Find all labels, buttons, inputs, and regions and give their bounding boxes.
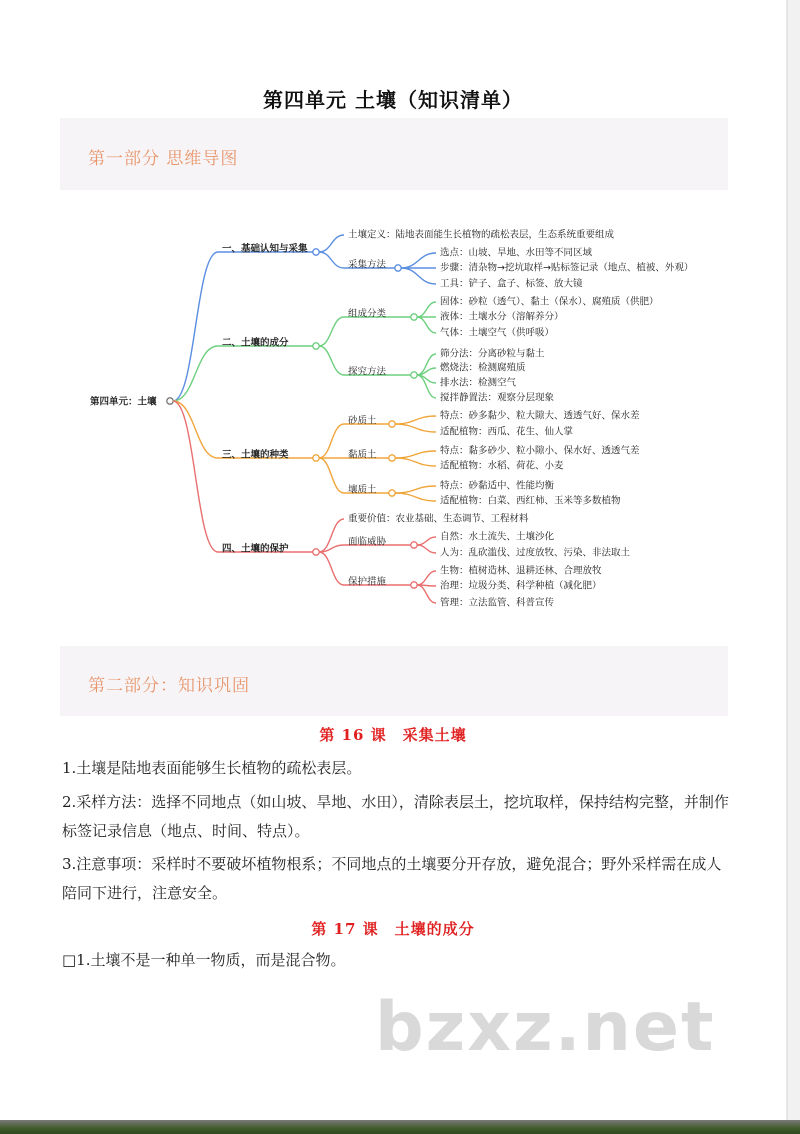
mindmap-link-b2-c2 — [319, 346, 344, 375]
mindmap-node-b2-c1-label: 组成分类 — [348, 308, 387, 320]
mindmap-leaf-b2-c1-l3: 气体：土壤空气（供呼吸） — [440, 327, 555, 339]
mindmap-leaf-b3-c3-l2: 适配植物：白菜、西红柿、玉米等多数植物 — [440, 495, 621, 507]
mindmap-leaf-b4-c3-l2: 治理：垃圾分类、科学种植（减化肥） — [440, 580, 602, 592]
mindmap-node-b4-c2 — [411, 542, 417, 548]
mindmap-branch-3-label: 三、土壤的种类 — [222, 449, 289, 461]
mindmap-link-b2-c1-l3 — [417, 317, 436, 333]
mindmap-link-b3-c2-l2 — [395, 458, 436, 466]
mindmap-root-node — [167, 398, 173, 404]
mindmap-link-b4-c3-l1 — [417, 571, 436, 585]
mindmap-leaf-b2-c2-l2: 燃烧法：检测腐殖质 — [440, 362, 526, 374]
mindmap-link-b4-c2-l2 — [417, 545, 436, 553]
mindmap-branch-1-node — [313, 249, 319, 255]
mindmap-node-b1-c2-label: 采集方法 — [348, 259, 387, 271]
mindmap-leaf-b2-c1-l2: 液体：土壤水分（溶解养分） — [440, 311, 564, 323]
lesson17-point-1: □1.土壤不是一种单一物质，而是混合物。 — [62, 951, 346, 969]
mindmap-leaf-b1-c2-l1: 选点：山坡、旱地、水田等不同区域 — [440, 247, 593, 259]
mindmap-node-b2-c2-label: 探究方法 — [348, 366, 387, 378]
mindmap-link-root-to-4 — [173, 401, 218, 552]
page-title: 第四单元 土壤（知识清单） — [263, 88, 523, 112]
mindmap-node-b3-c1 — [389, 421, 395, 427]
mindmap-link-b3-c3 — [319, 458, 344, 493]
mindmap-link-b1-c2-l3 — [401, 268, 436, 284]
mindmap-link-b4-c1 — [319, 519, 344, 552]
mindmap-link-b4-c3-l3 — [417, 585, 436, 603]
mindmap-link-b3-c2-l1 — [395, 451, 436, 458]
mindmap-link-b3-c1-l2 — [395, 424, 436, 432]
bottom-edge-strip — [0, 1120, 800, 1134]
mindmap-link-b4-c3 — [319, 552, 344, 585]
lesson17-title: 第 17 课 土壤的成分 — [311, 920, 475, 938]
mindmap-link-b4-c2-l1 — [417, 537, 436, 545]
mindmap-link-b1-c2 — [319, 252, 344, 268]
mindmap-node-b3-c2 — [389, 455, 395, 461]
mindmap-node-b3-c3-label: 壤质土 — [348, 484, 377, 496]
mindmap-node-b4-c3 — [411, 582, 417, 588]
mindmap-link-b2-c1-l1 — [417, 302, 436, 317]
mindmap-leaf-b1-c2-l2: 步骤：清杂物→挖坑取样→贴标签记录（地点、植被、外观） — [440, 262, 694, 274]
mindmap-leaf-b4-c3-l1: 生物：植树造林、退耕还林、合理放牧 — [440, 565, 602, 577]
mindmap-node-b2-c1 — [411, 314, 417, 320]
mindmap-link-b1-c2-l1 — [401, 253, 436, 268]
mindmap-leaf-b4-c1: 重要价值：农业基础、生态调节、工程材料 — [348, 513, 529, 525]
mindmap-node-b4-c3-label: 保护措施 — [348, 576, 387, 588]
mindmap-leaf-b3-c2-l2: 适配植物：水稻、荷花、小麦 — [440, 460, 564, 472]
mindmap-link-b3-c3-l2 — [395, 493, 436, 501]
mindmap-branch-4-node — [313, 549, 319, 555]
mindmap-link-b3-c3-l1 — [395, 486, 436, 493]
watermark: bzxz.net — [375, 988, 716, 1067]
mindmap-node-b3-c3 — [389, 490, 395, 496]
section-title-part2: 第二部分：知识巩固 — [88, 676, 250, 696]
section-band-part2 — [60, 646, 728, 716]
mindmap-node-b3-c1-label: 砂质土 — [348, 415, 377, 427]
mindmap-node-b3-c2-label: 黏质土 — [348, 449, 377, 461]
mindmap-branch-2-node — [313, 343, 319, 349]
mindmap-leaf-b4-c3-l3: 管理：立法监管、科普宣传 — [440, 597, 555, 609]
mindmap-node-b2-c2 — [411, 372, 417, 378]
mindmap-leaf-b4-c2-l2: 人为：乱砍滥伐、过度放牧、污染、非法取土 — [440, 547, 631, 559]
section-title-part1: 第一部分 思维导图 — [88, 149, 239, 169]
mindmap-link-b2-c1 — [319, 317, 344, 346]
mindmap-leaf-b3-c1-l1: 特点：砂多黏少、粒大隙大、透透气好、保水差 — [440, 410, 640, 422]
mindmap-leaf-b3-c1-l2: 适配植物：西瓜、花生、仙人掌 — [440, 426, 574, 438]
mindmap-leaf-b2-c2-l1: 筛分法：分离砂粒与黏土 — [440, 348, 545, 360]
lesson16-title: 第 16 课 采集土壤 — [319, 726, 467, 744]
mindmap-link-root-to-1 — [173, 252, 218, 401]
mindmap-branch-4-label: 四、土壤的保护 — [222, 543, 289, 555]
mindmap-leaf-b3-c2-l1: 特点：黏多砂少、粒小隙小、保水好、透透气差 — [440, 445, 640, 457]
mindmap-link-b3-c1-l1 — [395, 416, 436, 424]
mindmap-link-b1-c1 — [319, 235, 344, 252]
vertical-scrollbar[interactable] — [787, 0, 800, 1120]
lesson16-point-1: 1.土壤是陆地表面能够生长植物的疏松表层。 — [62, 759, 362, 777]
section-band-part1 — [60, 118, 728, 190]
mindmap-branch-3-node — [313, 455, 319, 461]
lesson16-point-3: 3.注意事项：采样时不要破坏植物根系；不同地点的土壤要分开存放，避免混合；野外采样需在成人陪同下进行，注意安全。 — [62, 855, 722, 902]
mindmap-branch-1-label: 一、基础认知与采集 — [222, 243, 308, 255]
mindmap-leaf-b1-c2-l3: 工具：铲子、盒子、标签、放大镜 — [440, 278, 583, 290]
mindmap-leaf-b1-c1: 土壤定义：陆地表面能生长植物的疏松表层，生态系统重要组成 — [348, 229, 615, 241]
mindmap-link-root-to-3 — [173, 401, 218, 458]
mindmap-leaf-b3-c3-l1: 特点：砂黏适中、性能均衡 — [440, 480, 555, 492]
mindmap-leaf-b2-c2-l3: 排水法：检测空气 — [440, 377, 517, 389]
mindmap-leaf-b2-c2-l4: 搅拌静置法：观察分层现象 — [440, 392, 555, 404]
mindmap-link-root-to-2 — [173, 346, 218, 401]
lesson16-point-2: 2.采样方法：选择不同地点（如山坡、旱地、水田），清除表层土，挖坑取样，保持结构完整，并制作标签记录信息（地点、时间、特点）。 — [62, 793, 729, 840]
mindmap-node-b4-c2-label: 面临威胁 — [348, 536, 387, 548]
mindmap-link-b3-c1 — [319, 424, 344, 458]
mind-map — [80, 218, 720, 618]
mindmap-node-b1-c2 — [395, 265, 401, 271]
mindmap-leaf-b2-c1-l1: 固体：砂粒（透气）、黏土（保水）、腐殖质（供肥） — [440, 296, 659, 308]
mindmap-root-label: 第四单元：土壤 — [90, 396, 157, 408]
mindmap-leaf-b4-c2-l1: 自然：水土流失、土壤沙化 — [440, 531, 555, 543]
mindmap-branch-2-label: 二、土壤的成分 — [222, 337, 289, 349]
